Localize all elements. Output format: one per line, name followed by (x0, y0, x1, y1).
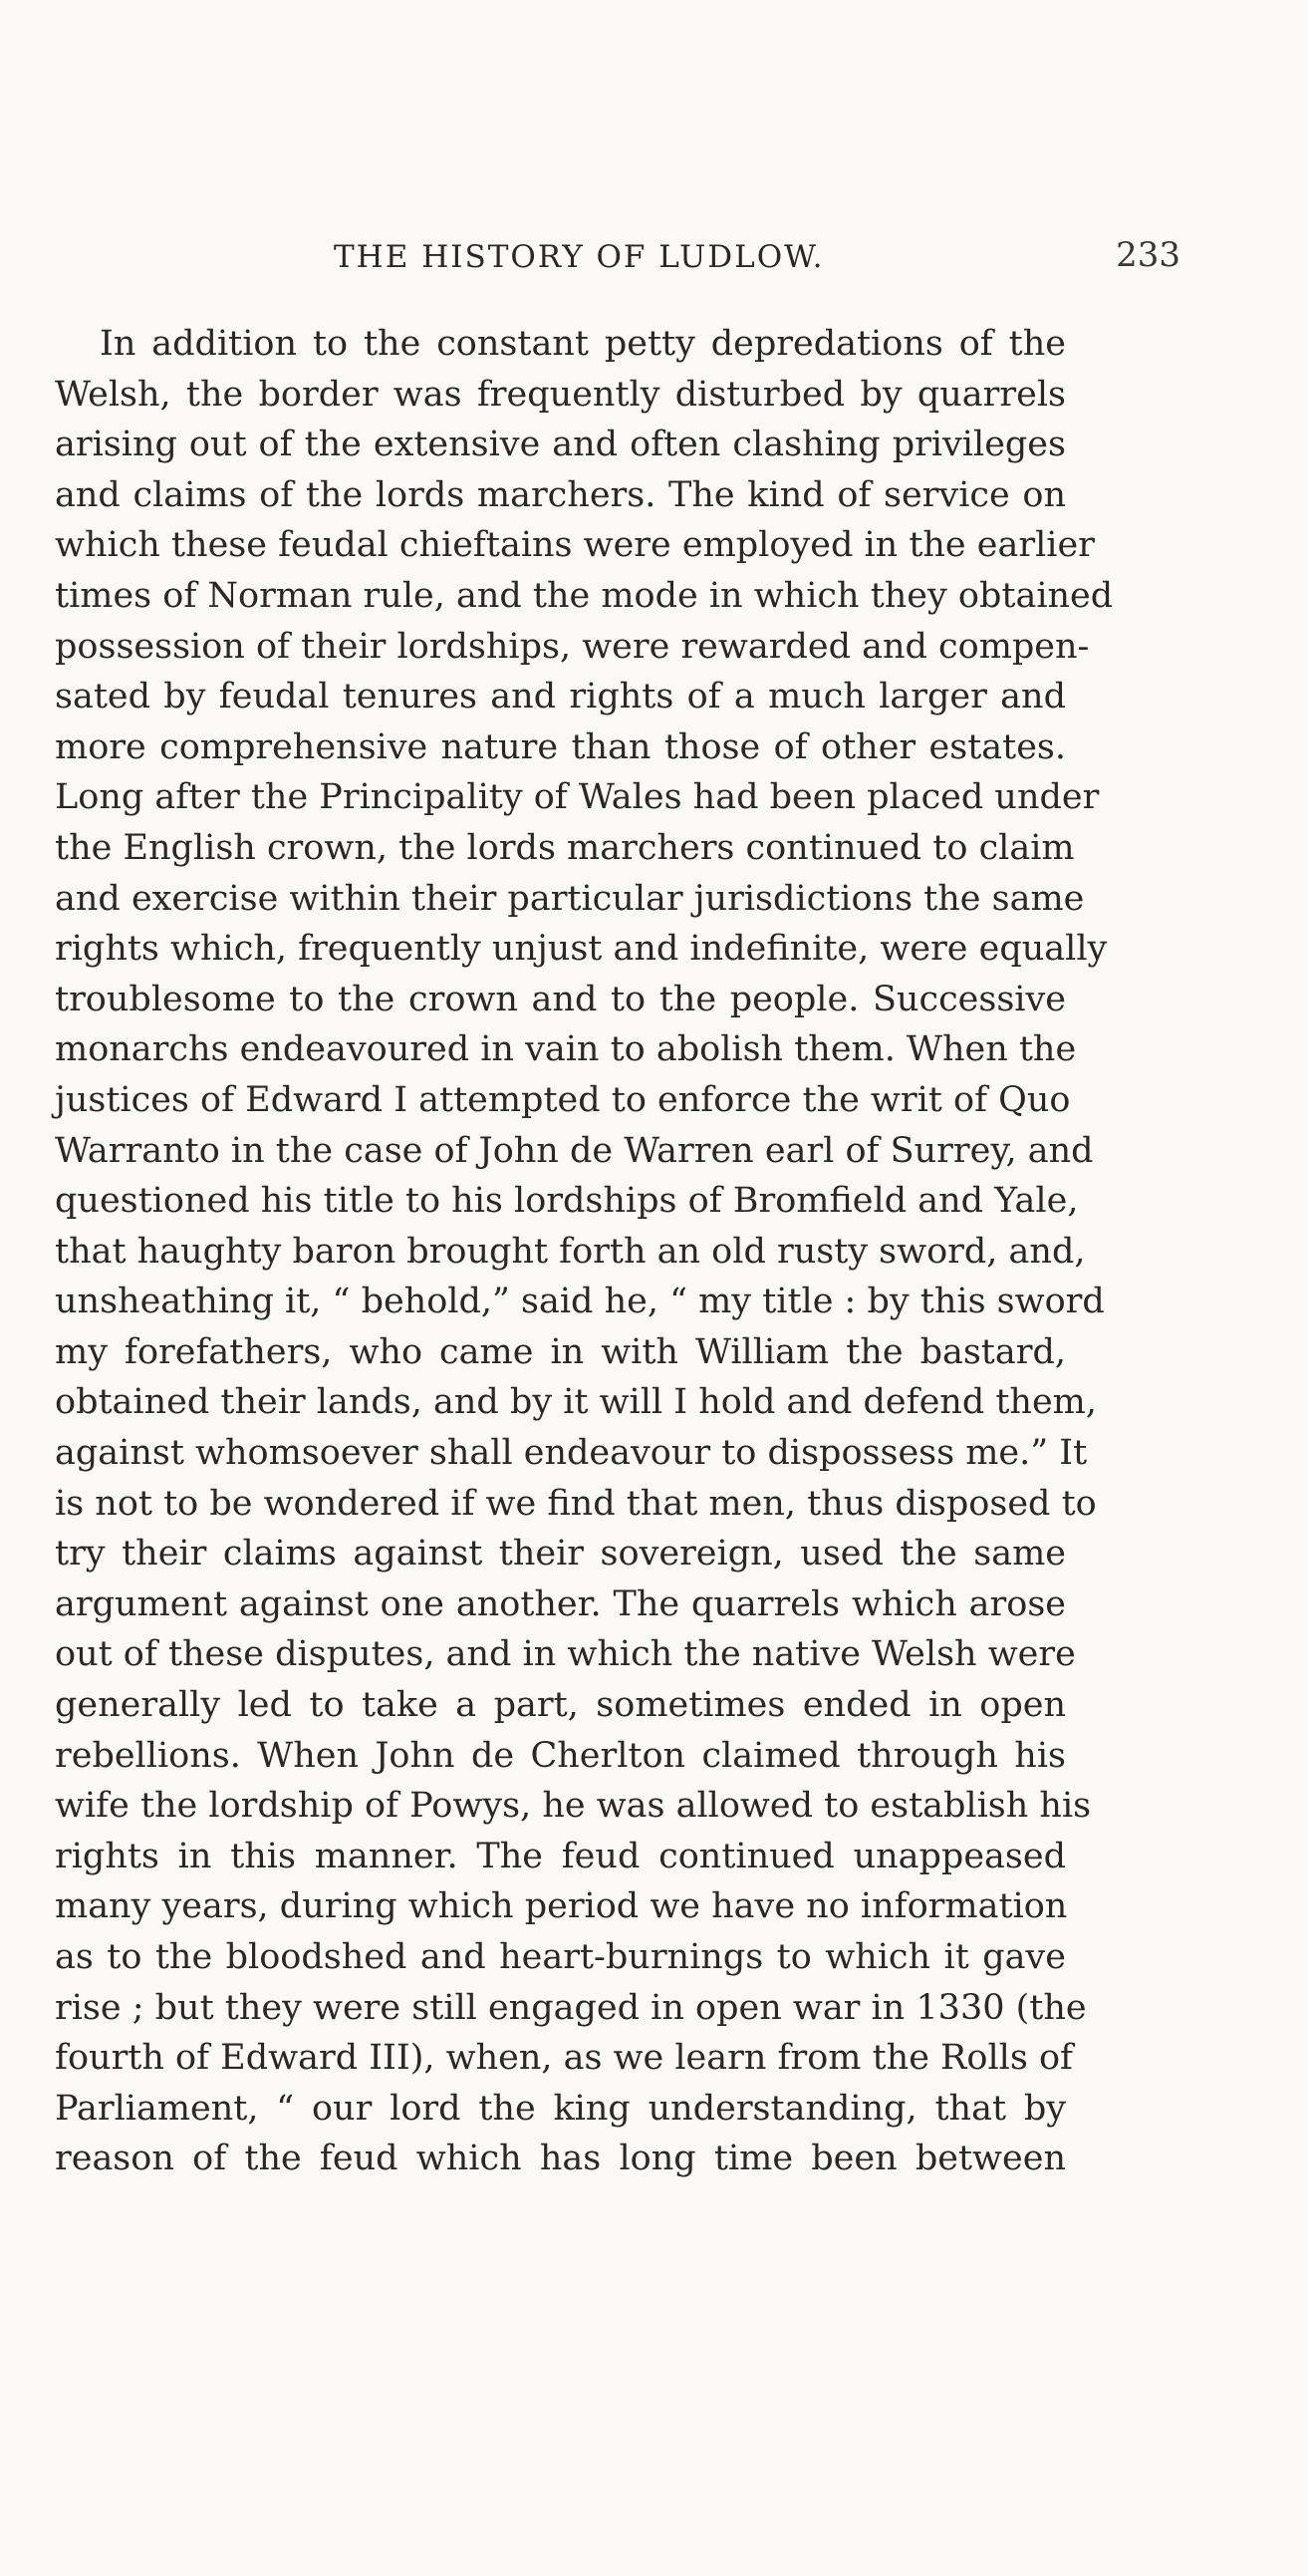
text-line: and exercise within their particular jurisdictions the same (55, 878, 1085, 919)
text-line: out of these disputes, and in which the native Welsh were (55, 1634, 1076, 1675)
text-line: questioned his title to his lordships of Bromfield and Yale, (55, 1181, 1079, 1222)
text-line: times of Norman rule, and the mode in which they obtained (55, 575, 1114, 616)
text-line: the English crown, the lords marchers continued to claim (55, 827, 1075, 868)
body-text (55, 319, 1114, 2184)
text-line: troublesome to the crown and to the people. Successive (55, 979, 1066, 1019)
text-line: reason of the feud which has long time been between (55, 2139, 1066, 2179)
text-line: wife the lordship of Powys, he was allowed to establish his (55, 1786, 1092, 1827)
text-line: Welsh, the border was frequently disturbed by quarrels (55, 374, 1066, 415)
text-line: and claims of the lords marchers. The kind of service on (55, 474, 1066, 515)
text-line: many years, during which period we have no information (55, 1886, 1068, 1927)
text-line: more comprehensive nature than those of other estates. (55, 726, 1066, 767)
text-line: sated by feudal tenures and rights of a much larger and (55, 677, 1066, 717)
text-line: Parliament, “ our lord the king understanding, that by (55, 2088, 1066, 2129)
text-line: as to the bloodshed and heart-burnings to which it gave (55, 1937, 1066, 1977)
text-line: against whomsoever shall endeavour to dispossess me.” It (55, 1433, 1088, 1474)
text-line: justices of Edward I attempted to enforce the writ of Quo (55, 1079, 1071, 1120)
text-line: argument against one another. The quarrels which arose (55, 1583, 1066, 1624)
text-line: that haughty baron brought forth an old rusty sword, and, (55, 1231, 1086, 1272)
text-line: which these feudal chieftains were employed in the earlier (55, 525, 1095, 566)
text-line: rebellions. When John de Cherlton claimed through his (55, 1735, 1066, 1776)
text-line: generally led to take a part, sometimes ended in open (55, 1685, 1066, 1726)
text-line: rights in this manner. The feud continued unappeased (55, 1836, 1066, 1876)
text-line: fourth of Edward III), when, as we learn from the Rolls of (55, 2038, 1073, 2079)
text-line: Warranto in the case of John de Warren earl of Surrey, and (55, 1130, 1094, 1171)
text-line: rise ; but they were still engaged in open war in 1330 (the (55, 1987, 1087, 2028)
text-line: try their claims against their sovereign, used the same (55, 1534, 1066, 1574)
text-line: obtained their lands, and by it will I hold and defend them, (55, 1382, 1097, 1423)
text-line: arising out of the extensive and often clashing privileges (55, 425, 1066, 465)
text-line: rights which, frequently unjust and indefinite, were equally (55, 929, 1108, 970)
running-header (334, 235, 1180, 279)
header-title: THE HISTORY OF LUDLOW. (334, 239, 825, 275)
text-line: unsheathing it, “ behold,” said he, “ my title : by this sword (55, 1282, 1105, 1322)
text-line: is not to be wondered if we find that men, thus disposed to (55, 1483, 1097, 1524)
text-line: my forefathers, who came in with William the bastard, (55, 1331, 1066, 1372)
text-line: possession of their lordships, were rewarded and compen- (55, 626, 1090, 667)
text-line: Long after the Principality of Wales had been placed under (55, 777, 1100, 818)
text-line: monarchs endeavoured in vain to abolish them. When the (55, 1029, 1077, 1070)
page-number: 233 (1116, 235, 1180, 275)
text-line: In addition to the constant petty depredations of the (100, 324, 1066, 364)
